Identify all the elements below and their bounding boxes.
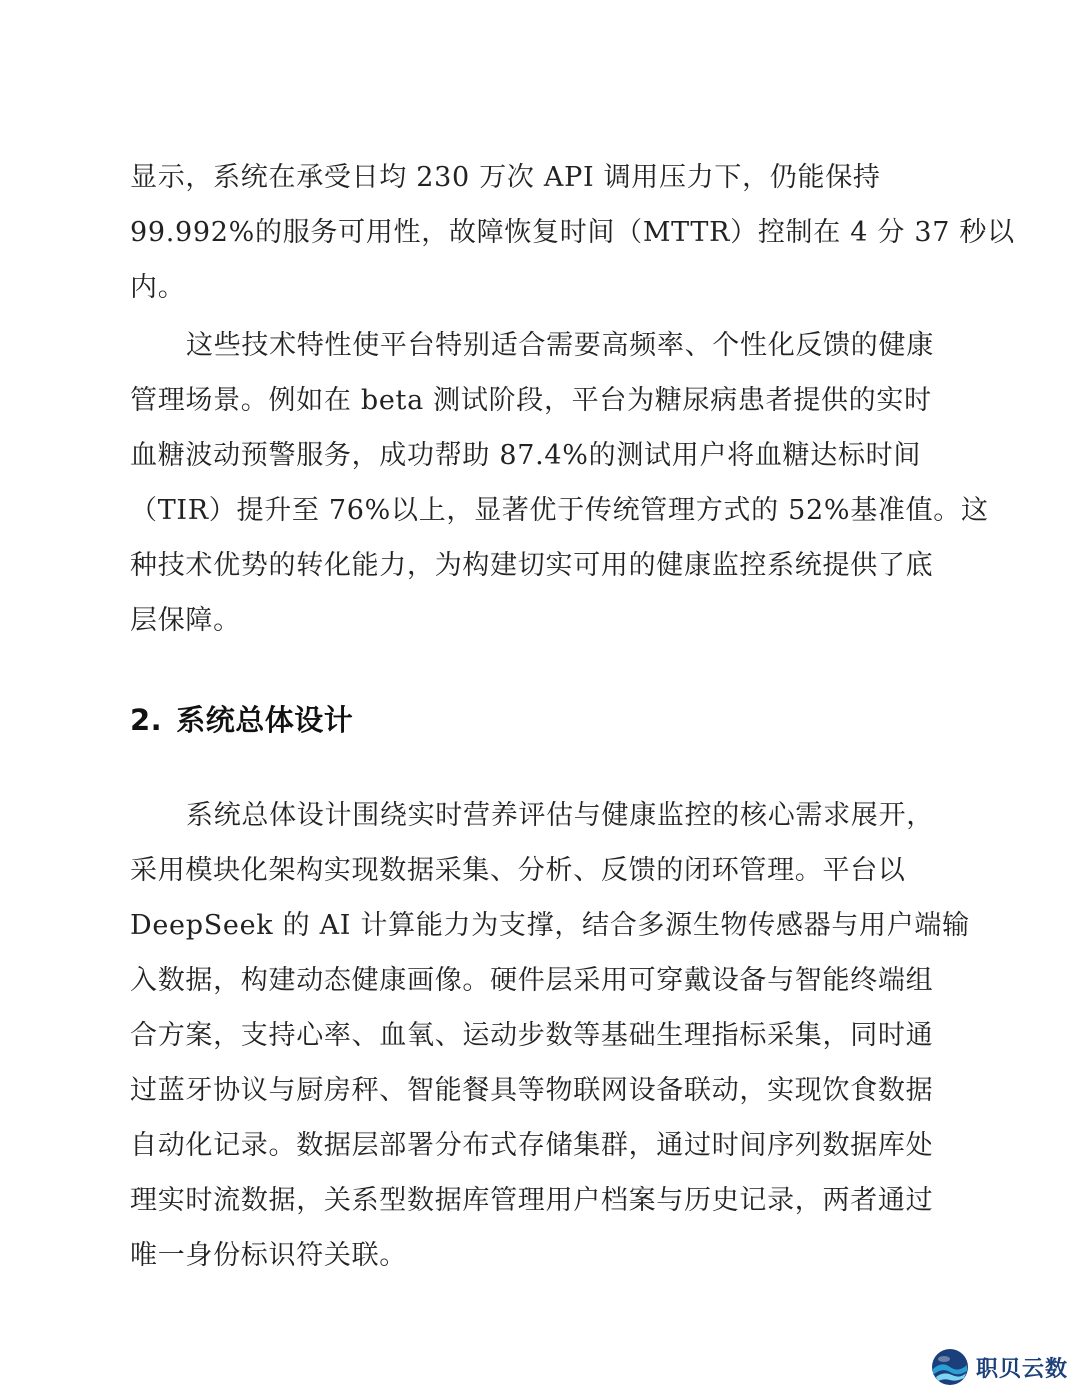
document-body (130, 150, 1015, 1283)
text-line: 管理场景。例如在 beta 测试阶段，平台为糖尿病患者提供的实时 (130, 385, 932, 416)
paragraph-continued (130, 150, 1015, 315)
text-line: 这些技术特性使平台特别适合需要高频率、个性化反馈的健康 (186, 330, 934, 361)
text-line: DeepSeek 的 AI 计算能力为支撑，结合多源生物传感器与用户端输 (130, 910, 970, 941)
section-number: 2. (130, 703, 163, 737)
text-line: 种技术优势的转化能力，为构建切实可用的健康监控系统提供了底 (130, 550, 934, 581)
text-line: 系统总体设计围绕实时营养评估与健康监控的核心需求展开， (186, 800, 934, 831)
text-line: 采用模块化架构实现数据采集、分析、反馈的闭环管理。平台以 (130, 855, 906, 886)
text-line: 过蓝牙协议与厨房秤、智能餐具等物联网设备联动，实现饮食数据 (130, 1075, 934, 1106)
text-line: 99.992%的服务可用性，故障恢复时间（MTTR）控制在 4 分 37 秒以 (130, 217, 1015, 248)
section-heading (130, 693, 950, 748)
text-line: 唯一身份标识符关联。 (130, 1240, 407, 1271)
text-line: 理实时流数据，关系型数据库管理用户档案与历史记录，两者通过 (130, 1185, 934, 1216)
watermark-text: 职贝云数 (975, 1356, 1068, 1382)
paragraph-system-design (130, 788, 970, 1283)
text-line: 自动化记录。数据层部署分布式存储集群，通过时间序列数据库处 (130, 1130, 934, 1161)
text-line: 入数据，构建动态健康画像。硬件层采用可穿戴设备与智能终端组 (130, 965, 934, 996)
text-line: 显示，系统在承受日均 230 万次 API 调用压力下，仍能保持 (130, 162, 881, 193)
text-line: 血糖波动预警服务，成功帮助 87.4%的测试用户将血糖达标时间 (130, 440, 922, 471)
text-line: 内。 (130, 272, 186, 303)
paragraph-technical-features (130, 318, 989, 648)
text-line: 合方案，支持心率、血氧、运动步数等基础生理指标采集，同时通 (130, 1020, 934, 1051)
globe-logo-icon (930, 1347, 970, 1387)
text-line: （TIR）提升至 76%以上，显著优于传统管理方式的 52%基准值。这 (130, 495, 989, 526)
text-line: 层保障。 (130, 605, 241, 636)
watermark (930, 1347, 1068, 1387)
section-title: 系统总体设计 (176, 703, 354, 737)
